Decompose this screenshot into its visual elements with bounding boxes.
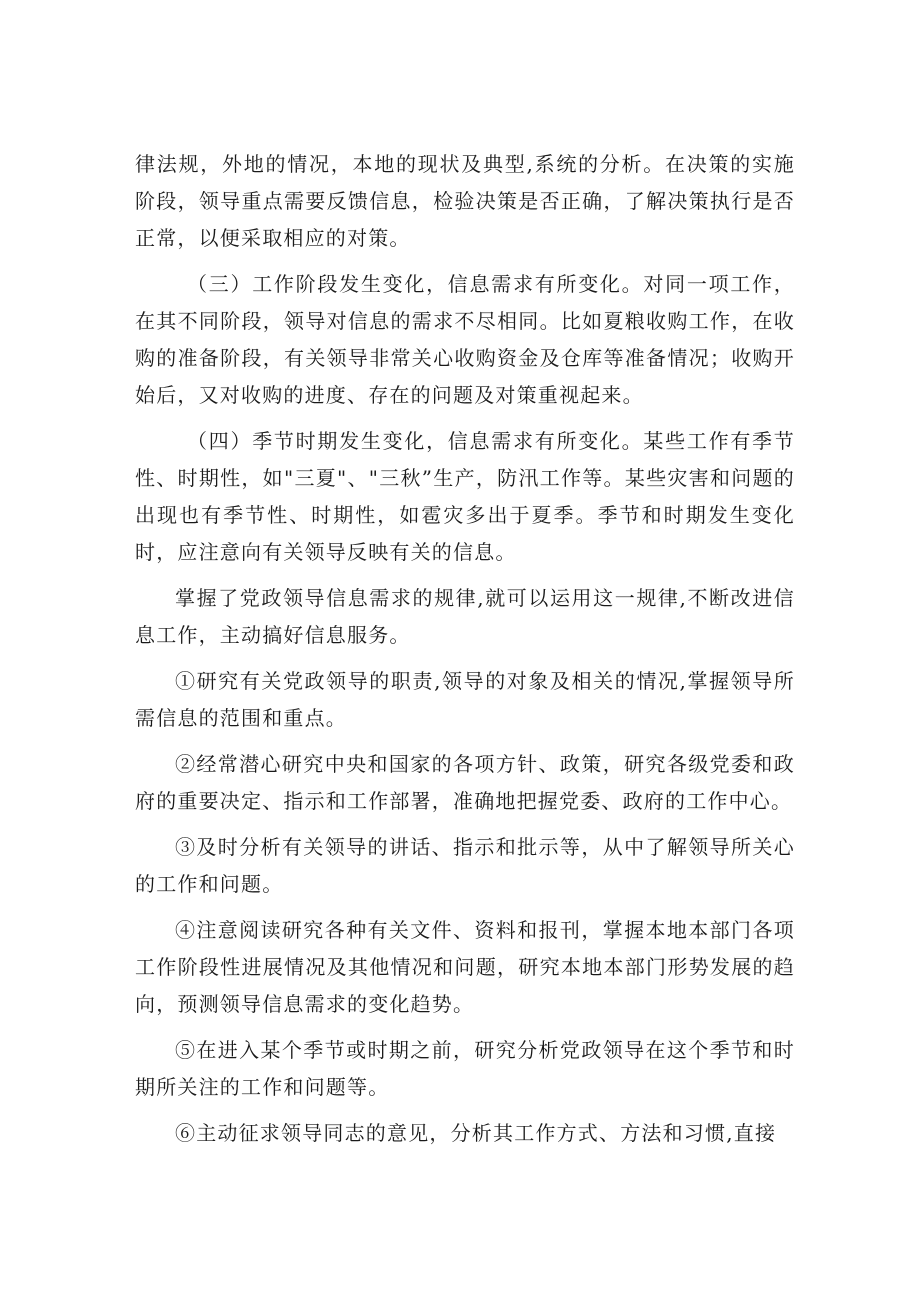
list-item-1: ①研究有关党政领导的职责,领导的对象及相关的情况,掌握领导所需信息的范围和重点。 [135, 669, 795, 730]
list-item-2: ②经常潜心研究中央和国家的各项方针、政策，研究各级党委和政府的重要决定、指示和工作部署，准确地把握党委、政府的工作中心。 [135, 752, 795, 813]
list-item-3: ③及时分析有关领导的讲话、指示和批示等，从中了解领导所关心的工作和问题。 [135, 835, 795, 896]
paragraph-decision-feedback: 律法规，外地的情况，本地的现状及典型,系统的分析。在决策的实施阶段，领导重点需要反馈信息，检验决策是否正确，了解决策执行是否正常，以便采取相应的对策。 [135, 152, 795, 250]
list-item-6: ⑥主动征求领导同志的意见，分析其工作方式、方法和习惯,直接 [175, 1121, 777, 1145]
paragraph-work-stage-change: （三）工作阶段发生变化，信息需求有所变化。对同一项工作，在其不同阶段，领导对信息的需求不尽相同。比如夏粮收购工作，在收购的准备阶段，有关领导非常关心收购资金及仓库等准备情况；收购开始后，又对收购的进度、存在的问题及对策重视起来。 [135, 272, 795, 407]
list-item-4: ④注意阅读研究各种有关文件、资料和报刊，掌握本地本部门各项工作阶段性进展情况及其他情况和问题，研究本地本部门形势发展的趋向，预测领导信息需求的变化趋势。 [135, 918, 795, 1016]
paragraph-master-rules: 掌握了党政领导信息需求的规律,就可以运用这一规律,不断改进信息工作，主动搞好信息服务。 [135, 586, 795, 647]
document-body [135, 146, 795, 1152]
paragraph-season-change: （四）季节时期发生变化，信息需求有所变化。某些工作有季节性、时期性，如"三夏"、"三秋”生产，防汛工作等。某些灾害和问题的出现也有季节性、时期性，如雹灾多出于夏季。季节和时期发生变化时，应注意向有关领导反映有关的信息。 [135, 429, 795, 564]
list-item-5: ⑤在进入某个季节或时期之前，研究分析党政领导在这个季节和时期所关注的工作和问题等。 [135, 1038, 795, 1099]
